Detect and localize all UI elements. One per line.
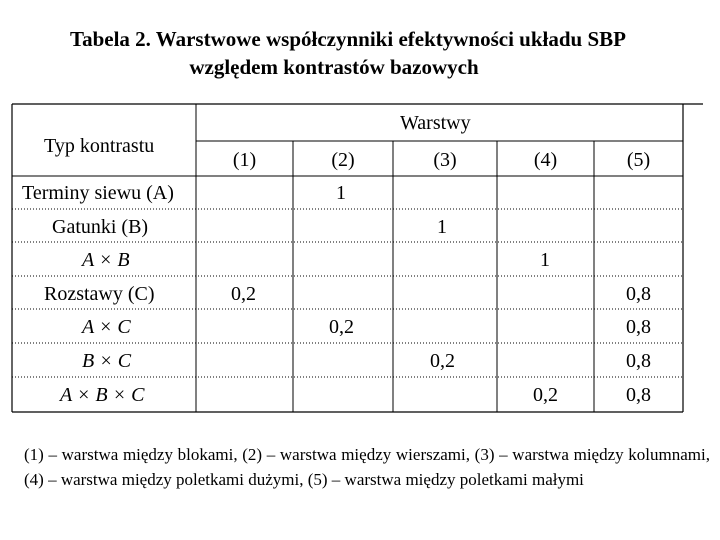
row-label: Rozstawy (C) xyxy=(44,283,155,305)
table-cell: 1 xyxy=(437,216,447,238)
table-cell: 0,8 xyxy=(626,283,651,305)
column-header: (5) xyxy=(626,149,651,171)
row-label: A × B xyxy=(82,249,130,271)
column-header: (1) xyxy=(232,149,257,171)
row-label: Gatunki (B) xyxy=(52,216,149,238)
row-label: A × C xyxy=(82,316,131,338)
table-cell: 0,2 xyxy=(533,384,558,406)
table-cell: 0,2 xyxy=(430,350,455,372)
column-header: (3) xyxy=(433,149,457,171)
table-title-line1: Tabela 2. Warstwowe współczynniki efektywności układu SBP xyxy=(69,27,626,51)
row-label: A × B × C xyxy=(60,384,145,406)
row-label: B × C xyxy=(82,350,132,372)
table-footnote: (1) – warstwa między blokami, (2) – warstwa między wierszami, (3) – warstwa między kolumnami, (4) – warstwa między poletkami dużymi, (5) – warstwa między poletkami małymi xyxy=(24,445,710,489)
column-header: (4) xyxy=(533,149,558,171)
column-header: (2) xyxy=(331,149,355,171)
table-cell: 0,2 xyxy=(231,283,256,305)
table-cell: 0,8 xyxy=(626,316,651,338)
table-cell: 1 xyxy=(540,249,550,271)
row-label: Terminy siewu (A) xyxy=(22,182,174,204)
table-cell: 0,2 xyxy=(329,316,354,338)
typ-kontrastu-header: Typ kontrastu xyxy=(44,135,155,157)
table-cell: 0,8 xyxy=(626,384,651,406)
warstwy-header: Warstwy xyxy=(400,112,471,134)
table-cell: 1 xyxy=(336,182,346,204)
table-cell: 0,8 xyxy=(626,350,651,372)
table-title-line2: względem kontrastów bazowych xyxy=(189,55,479,79)
